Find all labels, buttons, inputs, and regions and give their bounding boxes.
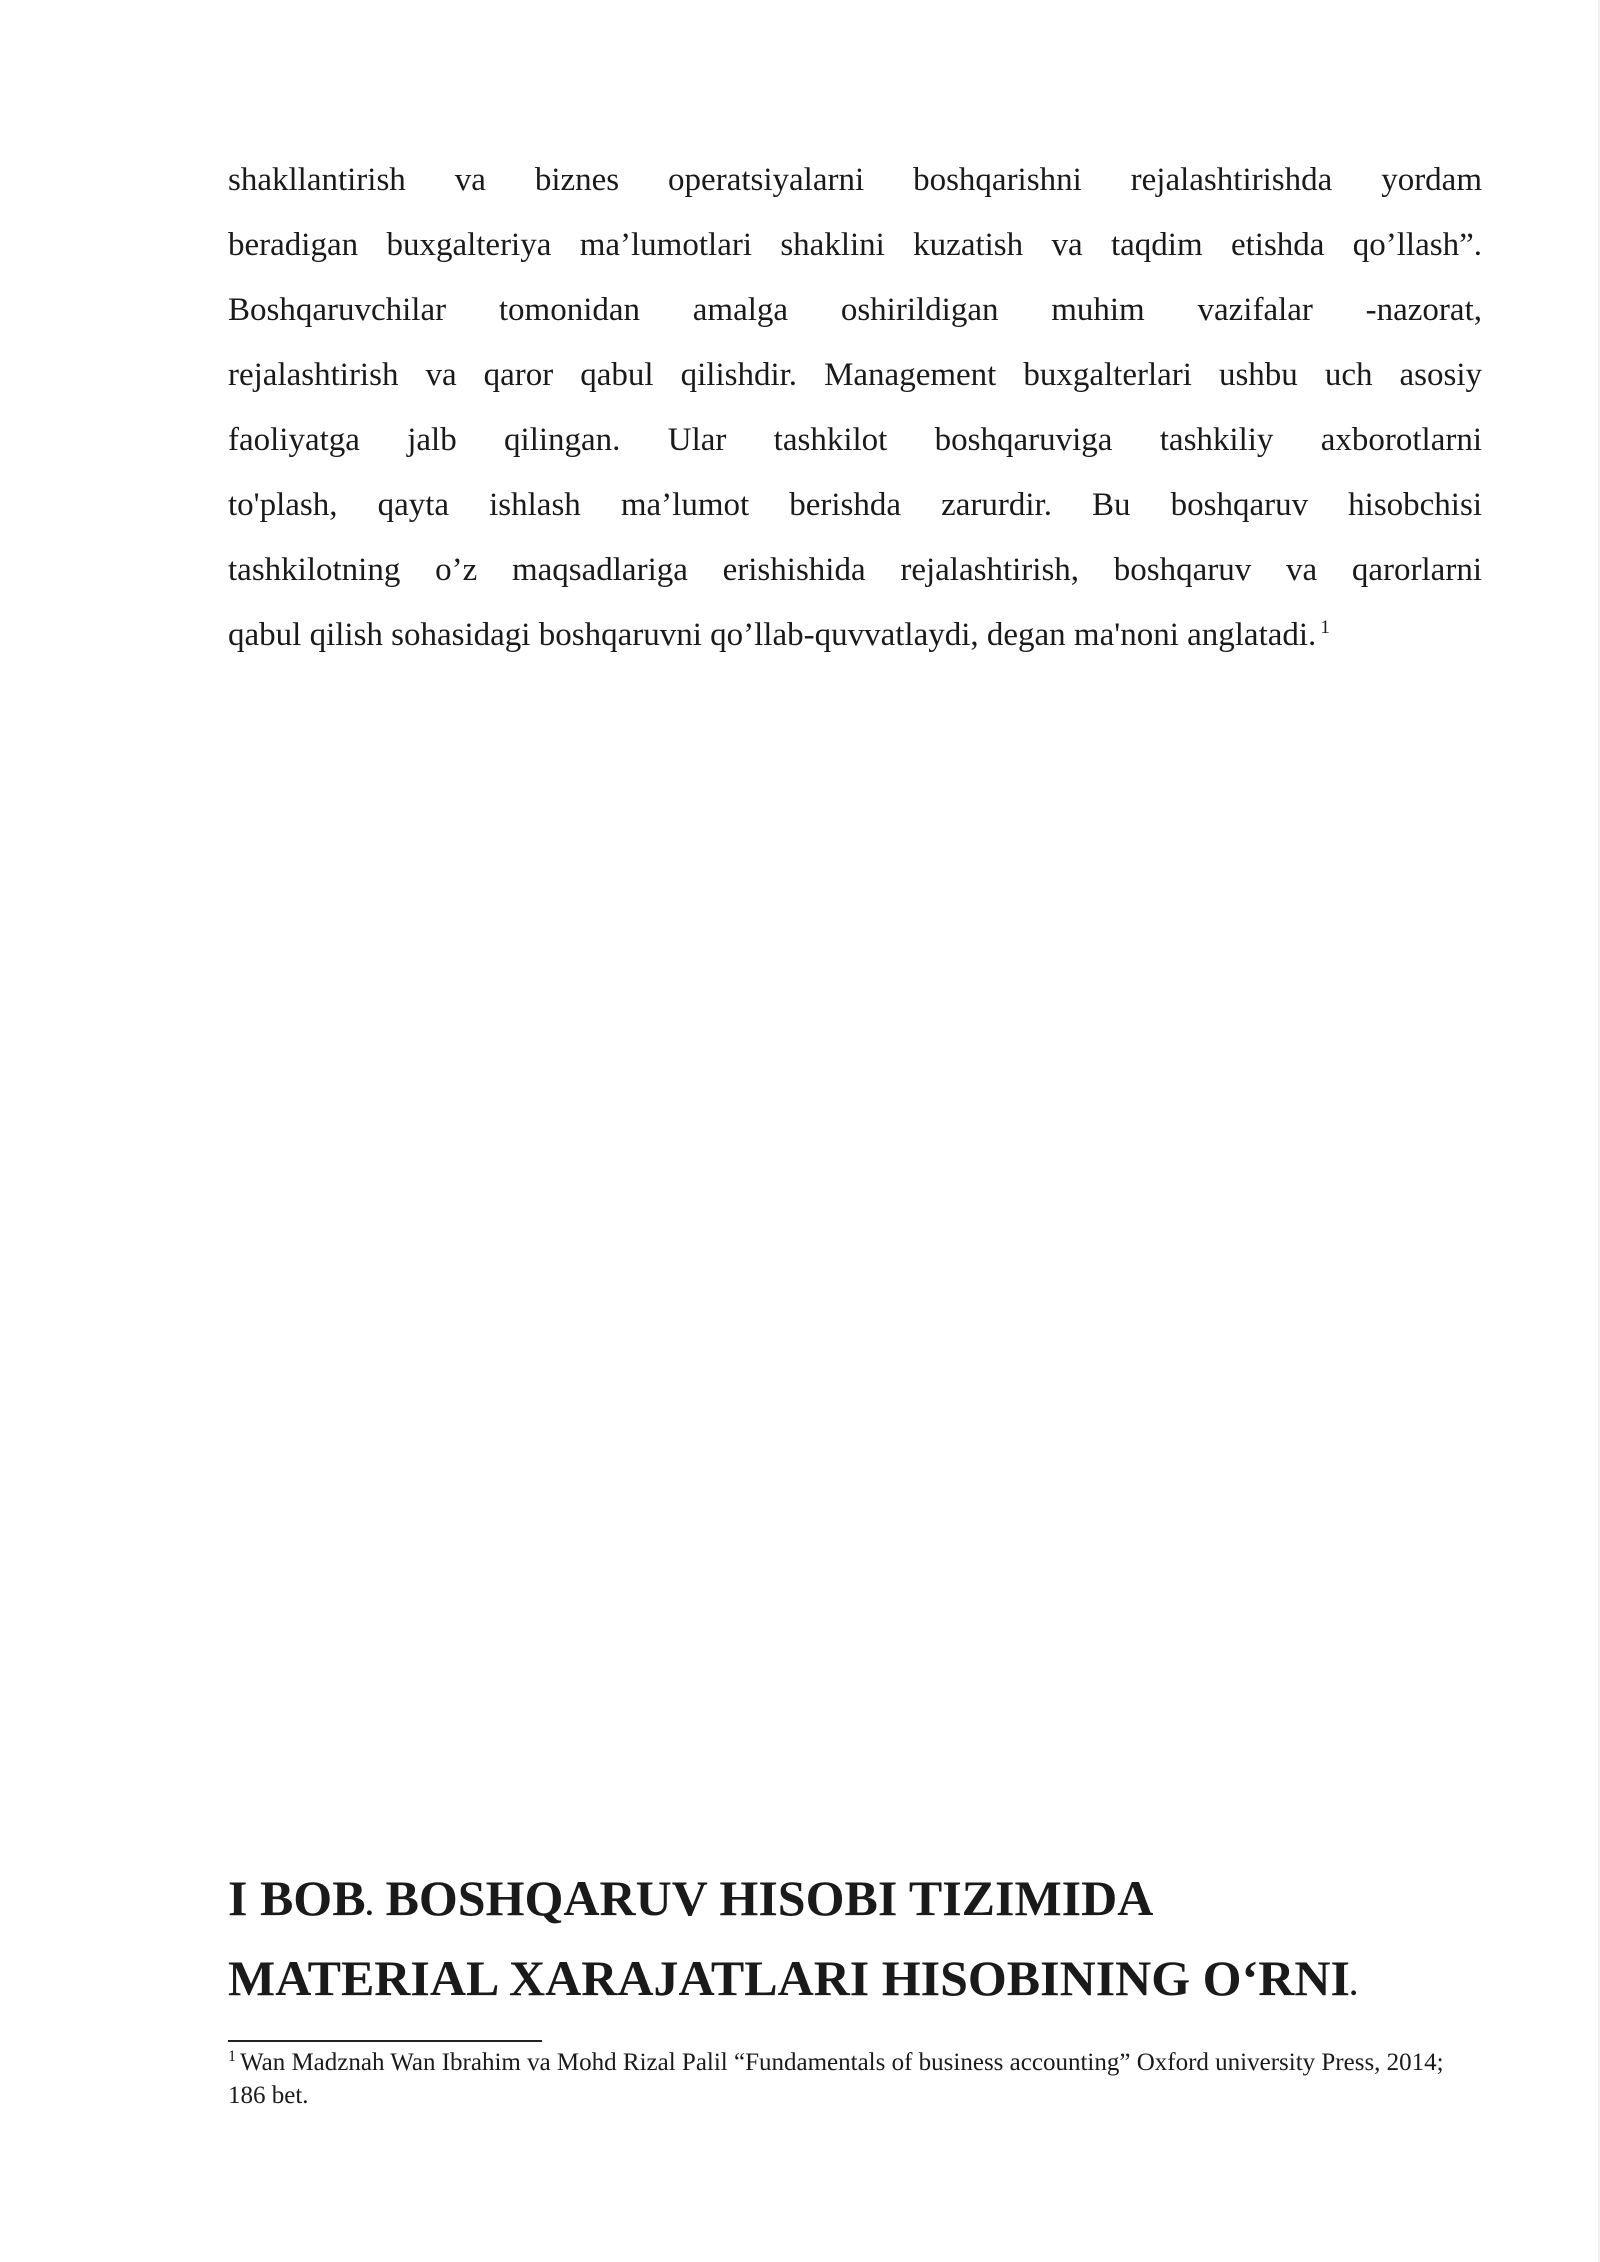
paragraph-line: tashkilotning o’z maqsadlariga erishishida rejalashtirish, boshqaruv va qarorlarni bbox=[228, 552, 1482, 588]
body-paragraph bbox=[228, 148, 1482, 668]
chapter-number-dot: . bbox=[365, 1889, 374, 1922]
chapter-heading bbox=[228, 1862, 1482, 2022]
chapter-number: I BOB bbox=[228, 1870, 366, 1926]
paragraph-line: shakllantirish va biznes operatsiyalarni boshqarishni rejalashtirishda yordam bbox=[228, 162, 1482, 198]
paragraph-line-text: qabul qilish sohasidagi boshqaruvni qo’llab-quvvatlaydi, degan ma'noni anglatadi. bbox=[228, 617, 1317, 653]
chapter-heading-line-1 bbox=[228, 1862, 1482, 1942]
chapter-title-part-2: MATERIAL XARAJATLARI HISOBINING O‘RNI bbox=[228, 1950, 1350, 2006]
chapter-title-dot: . bbox=[1349, 1969, 1358, 2002]
footnote-marker: 1 bbox=[228, 2047, 236, 2065]
paragraph-line: Boshqaruvchilar tomonidan amalga oshirildigan muhim vazifalar -nazorat, bbox=[228, 292, 1482, 328]
footnote bbox=[228, 2046, 1482, 2112]
footnote-separator bbox=[228, 2040, 542, 2042]
chapter-heading-line-2 bbox=[228, 1942, 1482, 2022]
paragraph-line: faoliyatga jalb qilingan. Ular tashkilot boshqaruviga tashkiliy axborotlarni bbox=[228, 422, 1482, 458]
footnote-reference[interactable]: 1 bbox=[1320, 617, 1330, 638]
paragraph-line-last bbox=[228, 603, 1482, 668]
footnote-text: Wan Madznah Wan Ibrahim va Mohd Rizal Palil “Fundamentals of business accounting” Oxford university Press, 2014; 186 bet. bbox=[228, 2049, 1444, 2109]
paragraph-line: rejalashtirish va qaror qabul qilishdir. Management buxgalterlari ushbu uch asosiy bbox=[228, 357, 1482, 393]
chapter-title-part-1: BOSHQARUV HISOBI TIZIMIDA bbox=[373, 1870, 1154, 1926]
paragraph-line: to'plash, qayta ishlash ma’lumot berishda zarurdir. Bu boshqaruv hisobchisi bbox=[228, 487, 1482, 523]
paragraph-line: beradigan buxgalteriya ma’lumotlari shaklini kuzatish va taqdim etishda qo’llash”. bbox=[228, 227, 1482, 263]
